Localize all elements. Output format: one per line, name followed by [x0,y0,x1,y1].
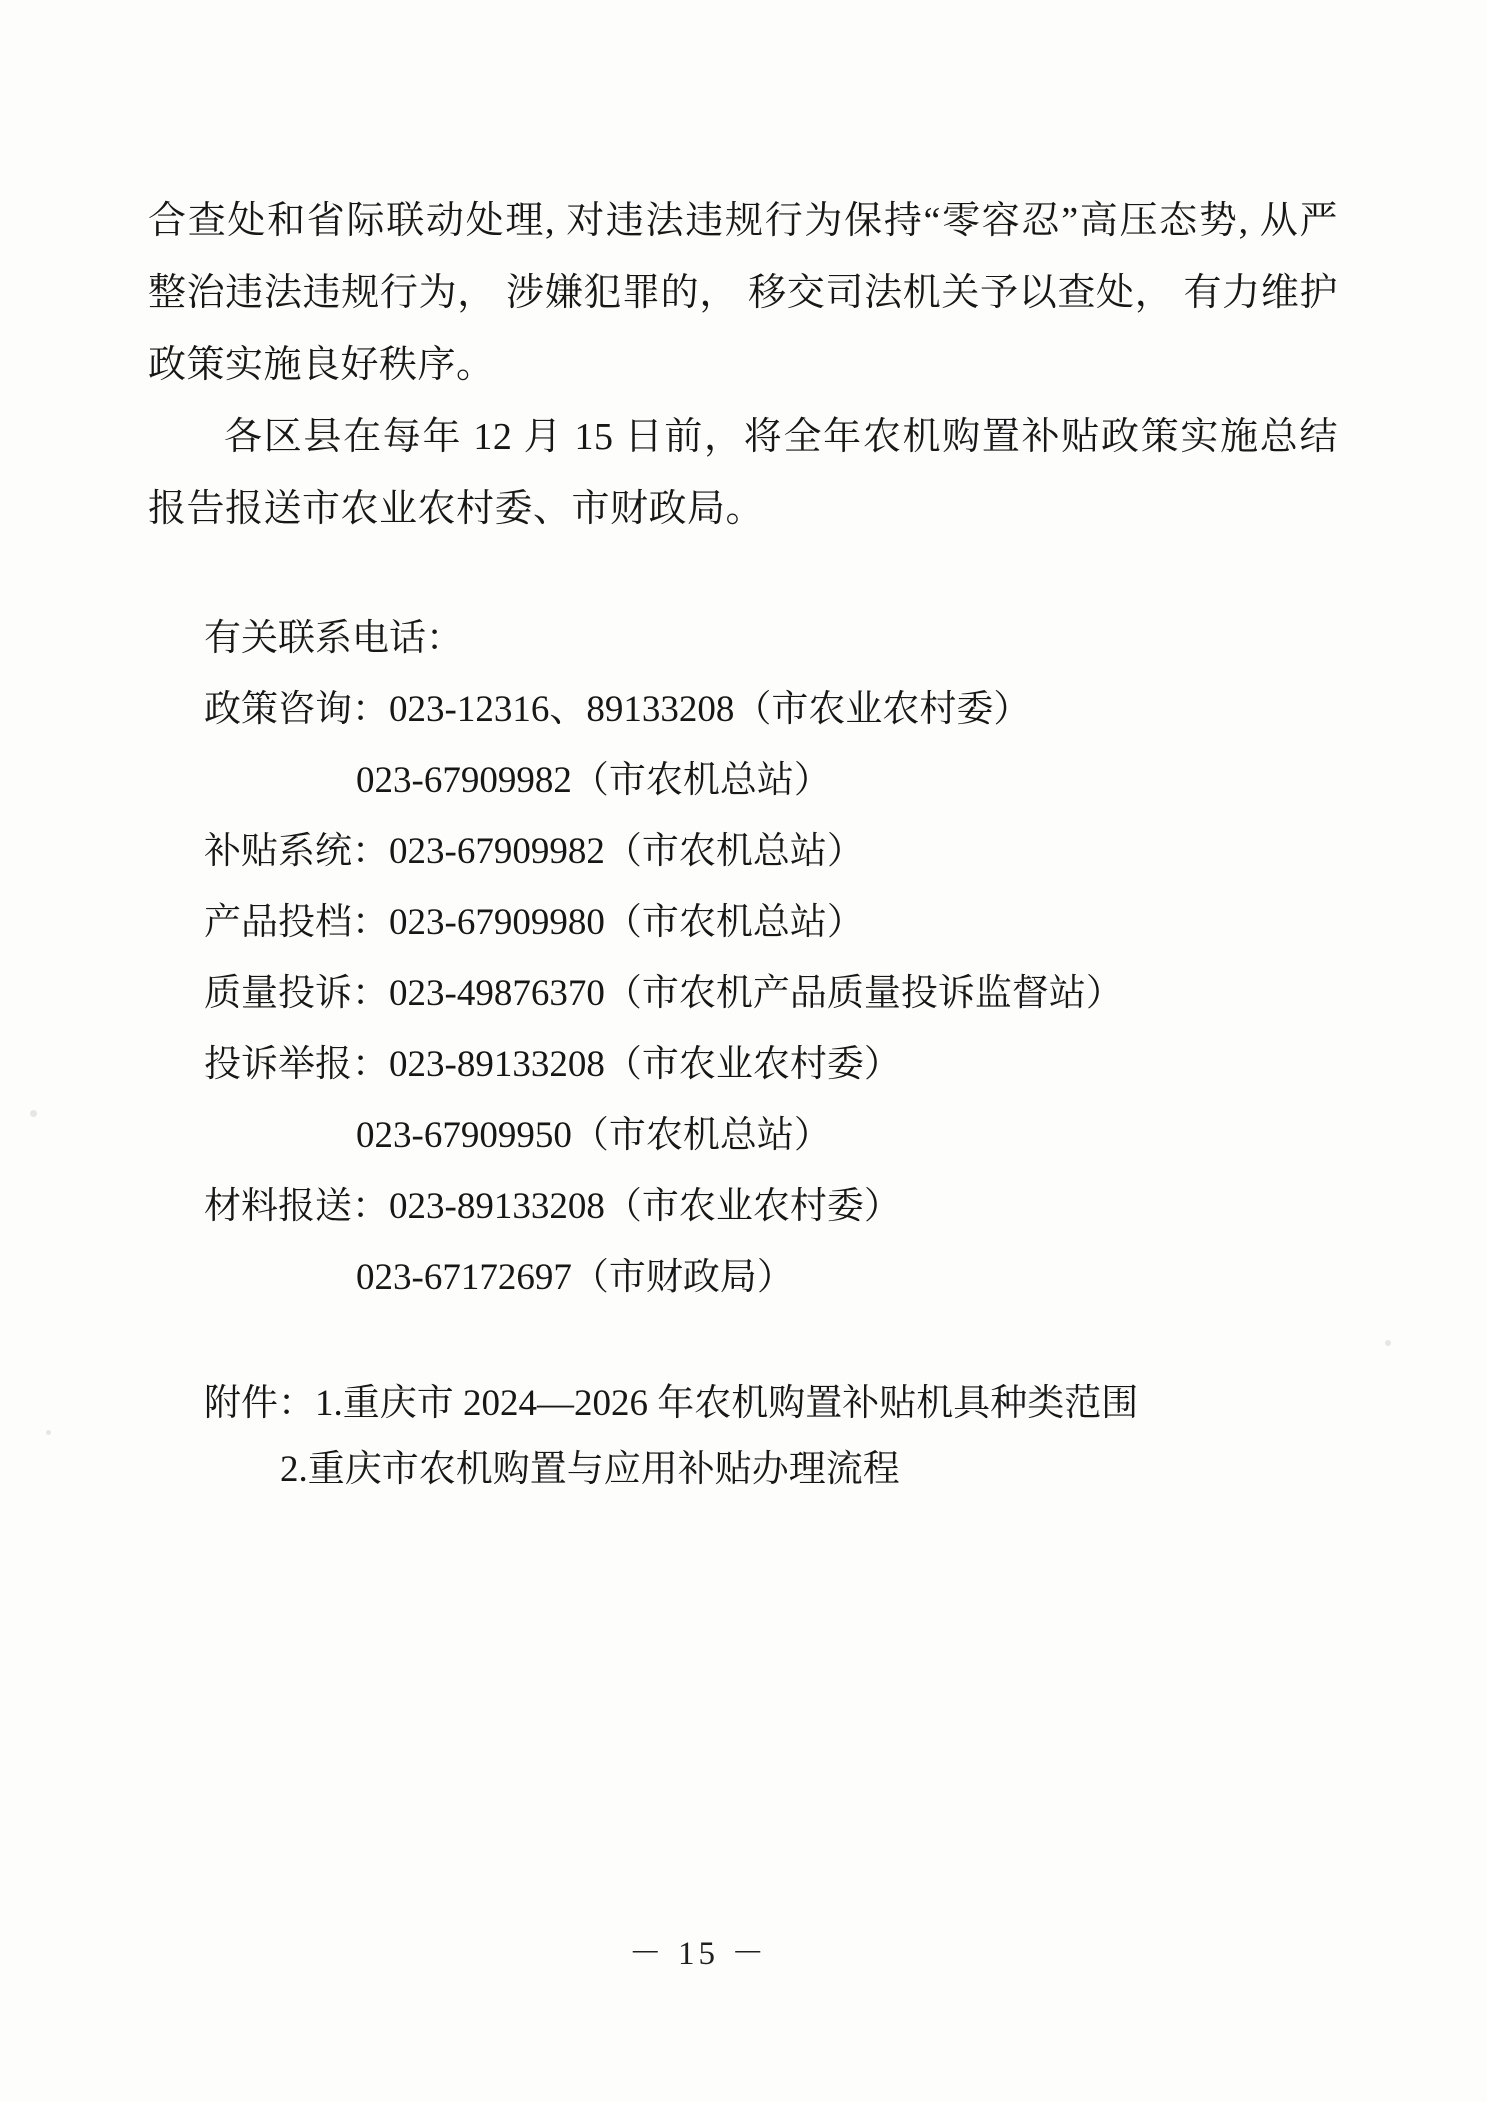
contact-line-policy-2: 023-67909982（市农机总站） [356,760,831,801]
page-number: － 15 － [628,1936,769,1972]
contact-line-report-complaint-2: 023-67909950（市农机总站） [356,1115,831,1156]
contact-section [148,603,1338,1313]
contact-line-material-submission: 材料报送：023-89133208（市农业农村委） [204,1186,901,1227]
spacer [148,545,1338,603]
contact-line-report-complaint: 投诉举报：023-89133208（市农业农村委） [204,1044,901,1085]
contact-line-product-filing: 产品投档：023-67909980（市农机总站） [204,902,864,943]
paper-speck [30,1110,37,1117]
contact-line-material-submission-2: 023-67172697（市财政局） [356,1257,794,1298]
body-paragraph-1: 合查处和省际联动处理, 对违法违规行为保持“零容忍”高压态势, 从严整治违法违规行为， 涉嫌犯罪的， 移交司法机关予以查处， 有力维护政策实施良好秩序。 [148,200,1338,386]
paper-speck [1385,1340,1391,1346]
attachment-line-2: 2.重庆市农机购置与应用补贴办理流程 [280,1449,900,1490]
contact-line-subsidy-system: 补贴系统：023-67909982（市农机总站） [204,831,864,872]
attachment-section [148,1371,1338,1503]
contact-line-policy: 政策咨询：023-12316、89133208（市农业农村委） [204,689,1031,730]
paper-speck [46,1430,51,1435]
document-body [148,185,1338,1503]
spacer [148,1313,1338,1371]
attachment-line-1: 附件：1.重庆市 2024—2026 年农机购置补贴机具种类范围 [204,1383,1139,1424]
contact-heading: 有关联系电话： [204,618,463,659]
body-paragraph-2: 各区县在每年 12 月 15 日前，将全年农机购置补贴政策实施总结报告报送市农业农村委、市财政局。 [148,416,1338,530]
contact-line-quality-complaint: 质量投诉：023-49876370（市农机产品质量投诉监督站） [204,973,1123,1014]
